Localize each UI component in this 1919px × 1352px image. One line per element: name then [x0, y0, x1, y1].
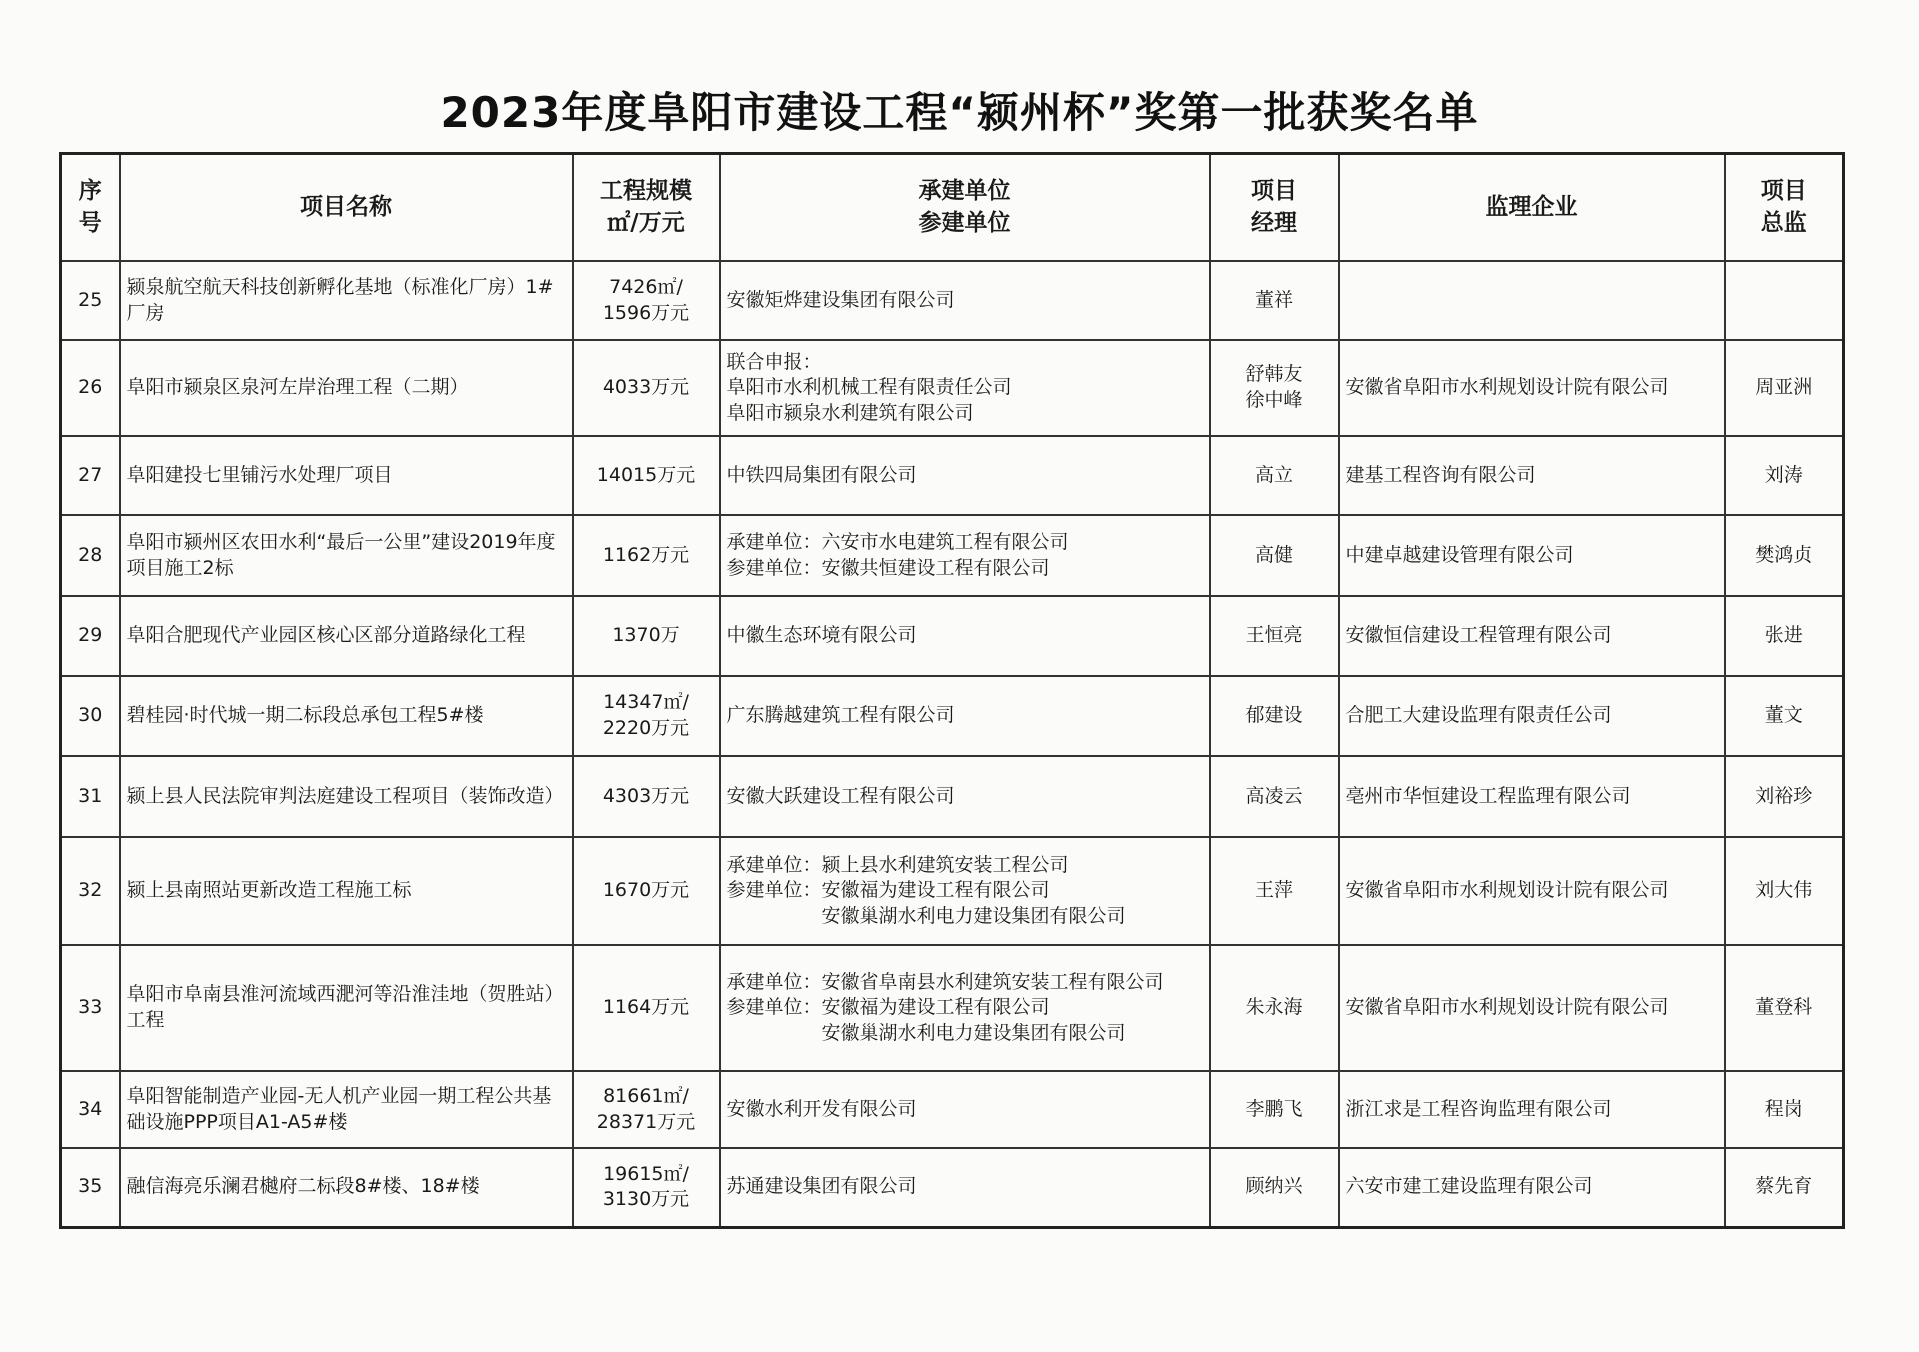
row-number: 33: [61, 945, 120, 1071]
chief-supervisor: 刘涛: [1725, 436, 1844, 515]
project-name: 阜阳合肥现代产业园区核心区部分道路绿化工程: [120, 596, 573, 676]
builder-unit: 中铁四局集团有限公司: [720, 436, 1210, 515]
header-supervisor: 监理企业: [1339, 154, 1725, 262]
project-manager: 舒韩友 徐中峰: [1210, 340, 1339, 436]
project-scale: 4303万元: [573, 756, 720, 837]
header-builder: 承建单位 参建单位: [720, 154, 1210, 262]
supervisor-company: 安徽省阜阳市水利规划设计院有限公司: [1339, 837, 1725, 945]
supervisor-company: 六安市建工建设监理有限公司: [1339, 1148, 1725, 1227]
project-name: 颍泉航空航天科技创新孵化基地（标准化厂房）1#厂房: [120, 261, 573, 340]
table-row: [61, 436, 1844, 515]
chief-supervisor: [1725, 261, 1844, 340]
row-number: 31: [61, 756, 120, 837]
builder-unit: 承建单位：颍上县水利建筑安装工程公司 参建单位：安徽福为建设工程有限公司 安徽巢湖水利电力建设集团有限公司: [720, 837, 1210, 945]
supervisor-company: 亳州市华恒建设工程监理有限公司: [1339, 756, 1725, 837]
row-number: 32: [61, 837, 120, 945]
table-row: [61, 676, 1844, 756]
row-number: 30: [61, 676, 120, 756]
row-number: 35: [61, 1148, 120, 1227]
project-manager: 王恒亮: [1210, 596, 1339, 676]
table-row: [61, 261, 1844, 340]
project-manager: 高凌云: [1210, 756, 1339, 837]
chief-supervisor: 蔡先育: [1725, 1148, 1844, 1227]
project-name: 颍上县人民法院审判法庭建设工程项目（装饰改造）: [120, 756, 573, 837]
project-scale: 14015万元: [573, 436, 720, 515]
header-chief-supervisor: 项目 总监: [1725, 154, 1844, 262]
chief-supervisor: 周亚洲: [1725, 340, 1844, 436]
project-scale: 7426㎡/ 1596万元: [573, 261, 720, 340]
project-name: 融信海亮乐澜君樾府二标段8#楼、18#楼: [120, 1148, 573, 1227]
row-number: 34: [61, 1071, 120, 1148]
table-row: [61, 837, 1844, 945]
project-scale: 1670万元: [573, 837, 720, 945]
project-scale: 1162万元: [573, 515, 720, 596]
header-project-name: 项目名称: [120, 154, 573, 262]
project-manager: 王萍: [1210, 837, 1339, 945]
project-manager: 高健: [1210, 515, 1339, 596]
project-scale: 81661㎡/ 28371万元: [573, 1071, 720, 1148]
project-name: 阜阳市颍泉区泉河左岸治理工程（二期）: [120, 340, 573, 436]
chief-supervisor: 程岗: [1725, 1071, 1844, 1148]
supervisor-company: 合肥工大建设监理有限责任公司: [1339, 676, 1725, 756]
page-title: 2023年度阜阳市建设工程“颍州杯”奖第一批获奖名单: [440, 88, 1479, 137]
table-row: [61, 596, 1844, 676]
project-name: 阜阳市阜南县淮河流域西淝河等沿淮洼地（贺胜站）工程: [120, 945, 573, 1071]
supervisor-company: 建基工程咨询有限公司: [1339, 436, 1725, 515]
project-manager: 董祥: [1210, 261, 1339, 340]
row-number: 28: [61, 515, 120, 596]
table-row: [61, 756, 1844, 837]
supervisor-company: 安徽省阜阳市水利规划设计院有限公司: [1339, 340, 1725, 436]
table-header-row: [61, 154, 1844, 262]
builder-unit: 承建单位：安徽省阜南县水利建筑安装工程有限公司 参建单位：安徽福为建设工程有限公司 安徽巢湖水利电力建设集团有限公司: [720, 945, 1210, 1071]
header-scale: 工程规模 ㎡/万元: [573, 154, 720, 262]
chief-supervisor: 董文: [1725, 676, 1844, 756]
builder-unit: 中徽生态环境有限公司: [720, 596, 1210, 676]
table-row: [61, 1148, 1844, 1227]
supervisor-company: [1339, 261, 1725, 340]
table-row: [61, 945, 1844, 1071]
project-manager: 顾纳兴: [1210, 1148, 1339, 1227]
project-scale: 1164万元: [573, 945, 720, 1071]
supervisor-company: 浙江求是工程咨询监理有限公司: [1339, 1071, 1725, 1148]
builder-unit: 安徽矩烨建设集团有限公司: [720, 261, 1210, 340]
chief-supervisor: 张进: [1725, 596, 1844, 676]
project-name: 碧桂园·时代城一期二标段总承包工程5#楼: [120, 676, 573, 756]
builder-unit: 安徽水利开发有限公司: [720, 1071, 1210, 1148]
project-manager: 李鹏飞: [1210, 1071, 1339, 1148]
project-scale: 19615㎡/ 3130万元: [573, 1148, 720, 1227]
row-number: 26: [61, 340, 120, 436]
supervisor-company: 安徽恒信建设工程管理有限公司: [1339, 596, 1725, 676]
builder-unit: 联合申报： 阜阳市水利机械工程有限责任公司 阜阳市颍泉水利建筑有限公司: [720, 340, 1210, 436]
award-list-table: [59, 152, 1845, 1229]
project-scale: 1370万: [573, 596, 720, 676]
project-name: 阜阳建投七里铺污水处理厂项目: [120, 436, 573, 515]
builder-unit: 安徽大跃建设工程有限公司: [720, 756, 1210, 837]
builder-unit: 苏通建设集团有限公司: [720, 1148, 1210, 1227]
project-name: 颍上县南照站更新改造工程施工标: [120, 837, 573, 945]
header-number: 序 号: [61, 154, 120, 262]
project-manager: 郁建设: [1210, 676, 1339, 756]
chief-supervisor: 刘大伟: [1725, 837, 1844, 945]
row-number: 29: [61, 596, 120, 676]
chief-supervisor: 樊鸿贞: [1725, 515, 1844, 596]
table-row: [61, 340, 1844, 436]
chief-supervisor: 刘裕珍: [1725, 756, 1844, 837]
table-row: [61, 1071, 1844, 1148]
supervisor-company: 中建卓越建设管理有限公司: [1339, 515, 1725, 596]
header-project-manager: 项目 经理: [1210, 154, 1339, 262]
project-scale: 14347㎡/ 2220万元: [573, 676, 720, 756]
project-name: 阜阳市颍州区农田水利“最后一公里”建设2019年度项目施工2标: [120, 515, 573, 596]
table-row: [61, 515, 1844, 596]
project-scale: 4033万元: [573, 340, 720, 436]
row-number: 27: [61, 436, 120, 515]
chief-supervisor: 董登科: [1725, 945, 1844, 1071]
builder-unit: 广东腾越建筑工程有限公司: [720, 676, 1210, 756]
builder-unit: 承建单位：六安市水电建筑工程有限公司 参建单位：安徽共恒建设工程有限公司: [720, 515, 1210, 596]
project-name: 阜阳智能制造产业园-无人机产业园一期工程公共基础设施PPP项目A1-A5#楼: [120, 1071, 573, 1148]
supervisor-company: 安徽省阜阳市水利规划设计院有限公司: [1339, 945, 1725, 1071]
project-manager: 朱永海: [1210, 945, 1339, 1071]
project-manager: 高立: [1210, 436, 1339, 515]
row-number: 25: [61, 261, 120, 340]
